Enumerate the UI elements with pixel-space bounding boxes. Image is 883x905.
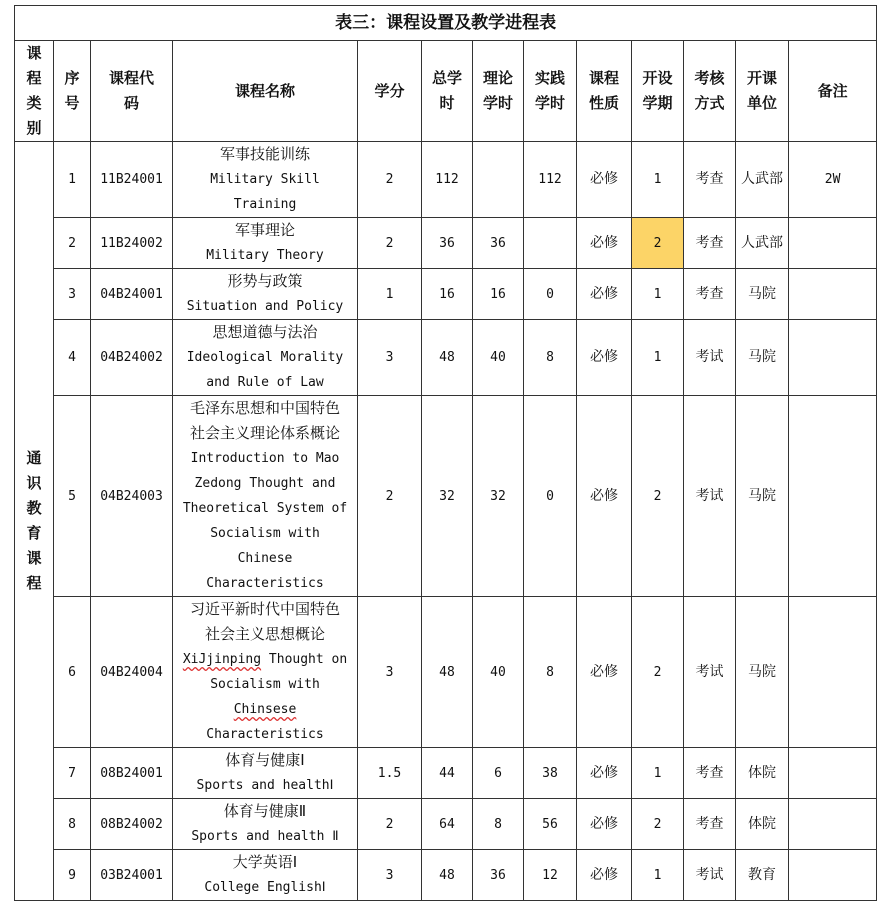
seq-cell: 1 xyxy=(54,142,91,218)
total-hours-cell: 64 xyxy=(422,799,473,850)
credit-cell: 3 xyxy=(358,597,422,748)
assessment-cell: 考试 xyxy=(684,320,736,396)
practice-hours-cell: 0 xyxy=(524,396,577,597)
course-name-cell xyxy=(173,748,358,799)
course-name-line: Military Skill xyxy=(210,172,320,187)
course-name-line: Chinese xyxy=(237,551,293,566)
dept-cell: 人武部 xyxy=(736,218,789,269)
course-name-cell xyxy=(173,320,358,396)
semester-cell: 2 xyxy=(632,799,684,850)
course-table xyxy=(14,5,877,901)
practice-hours-cell: 56 xyxy=(524,799,577,850)
nature-cell: 必修 xyxy=(577,597,632,748)
theory-hours-cell: 40 xyxy=(473,320,524,396)
total-hours-cell: 48 xyxy=(422,597,473,748)
course-name-line: 思想道德与法治 xyxy=(212,323,318,341)
dept-cell: 体院 xyxy=(736,799,789,850)
course-name-line: Ideological Morality xyxy=(186,350,344,365)
semester-cell: 2 xyxy=(632,597,684,748)
code-cell: 04B24002 xyxy=(91,320,173,396)
table-row xyxy=(15,218,877,269)
course-name-line: 毛泽东思想和中国特色 xyxy=(189,399,340,417)
note-cell xyxy=(789,269,877,320)
theory-hours-cell: 36 xyxy=(473,850,524,901)
nature-cell: 必修 xyxy=(577,320,632,396)
course-name-cell xyxy=(173,850,358,901)
practice-hours-cell: 38 xyxy=(524,748,577,799)
course-name-line: Military Theory xyxy=(206,248,324,263)
table-row xyxy=(15,597,877,748)
course-name-line: 社会主义思想概论 xyxy=(204,625,325,643)
course-name-line: Socialism with xyxy=(210,677,320,692)
header-code: 课程代 码 xyxy=(91,41,173,142)
header-name: 课程名称 xyxy=(173,41,358,142)
code-cell: 08B24002 xyxy=(91,799,173,850)
practice-hours-cell: 8 xyxy=(524,320,577,396)
credit-cell: 2 xyxy=(358,218,422,269)
practice-hours-cell: 0 xyxy=(524,269,577,320)
nature-cell: 必修 xyxy=(577,269,632,320)
note-cell xyxy=(789,320,877,396)
code-cell: 04B24003 xyxy=(91,396,173,597)
header-total-hours: 总学 时 xyxy=(422,41,473,142)
theory-hours-cell: 36 xyxy=(473,218,524,269)
note-cell xyxy=(789,748,877,799)
credit-cell: 2 xyxy=(358,396,422,597)
course-name-line: 习近平新时代中国特色 xyxy=(189,600,340,618)
theory-hours-cell: 16 xyxy=(473,269,524,320)
note-cell xyxy=(789,597,877,748)
note-cell xyxy=(789,850,877,901)
credit-cell: 2 xyxy=(358,799,422,850)
header-semester: 开设 学期 xyxy=(632,41,684,142)
credit-cell: 2 xyxy=(358,142,422,218)
total-hours-cell: 32 xyxy=(422,396,473,597)
assessment-cell: 考试 xyxy=(684,396,736,597)
course-name-line: XiJjinping Thought on xyxy=(182,652,348,667)
nature-cell: 必修 xyxy=(577,850,632,901)
theory-hours-cell xyxy=(473,142,524,218)
course-name-line: Training xyxy=(233,197,297,212)
assessment-cell: 考查 xyxy=(684,799,736,850)
header-credit: 学分 xyxy=(358,41,422,142)
seq-cell: 6 xyxy=(54,597,91,748)
dept-cell: 马院 xyxy=(736,320,789,396)
semester-cell: 1 xyxy=(632,850,684,901)
category-cell: 通 识 教 育 课 程 xyxy=(15,142,54,901)
semester-cell: 2 xyxy=(632,218,684,269)
total-hours-cell: 44 xyxy=(422,748,473,799)
code-cell: 08B24001 xyxy=(91,748,173,799)
code-cell: 04B24001 xyxy=(91,269,173,320)
header-dept: 开课 单位 xyxy=(736,41,789,142)
nature-cell: 必修 xyxy=(577,218,632,269)
header-theory-hours: 理论 学时 xyxy=(473,41,524,142)
theory-hours-cell: 8 xyxy=(473,799,524,850)
dept-cell: 体院 xyxy=(736,748,789,799)
semester-cell: 1 xyxy=(632,320,684,396)
course-name-cell xyxy=(173,396,358,597)
practice-hours-cell: 12 xyxy=(524,850,577,901)
course-name-line: Socialism with xyxy=(210,526,320,541)
table-row xyxy=(15,396,877,597)
table-row xyxy=(15,748,877,799)
code-cell: 11B24002 xyxy=(91,218,173,269)
course-name-line: Chinsese xyxy=(233,702,297,717)
header-notes: 备注 xyxy=(789,41,877,142)
theory-hours-cell: 40 xyxy=(473,597,524,748)
nature-cell: 必修 xyxy=(577,748,632,799)
course-name-line: 军事技能训练 xyxy=(219,145,310,163)
assessment-cell: 考查 xyxy=(684,142,736,218)
seq-cell: 4 xyxy=(54,320,91,396)
assessment-cell: 考试 xyxy=(684,597,736,748)
course-name-line: Theoretical System of xyxy=(182,501,348,516)
course-name-line: Introduction to Mao xyxy=(190,451,340,466)
code-cell: 11B24001 xyxy=(91,142,173,218)
course-name-line: Characteristics xyxy=(206,576,324,591)
header-practice-hours: 实践 学时 xyxy=(524,41,577,142)
practice-hours-cell: 8 xyxy=(524,597,577,748)
note-cell xyxy=(789,799,877,850)
seq-cell: 8 xyxy=(54,799,91,850)
practice-hours-cell xyxy=(524,218,577,269)
nature-cell: 必修 xyxy=(577,799,632,850)
course-name-cell xyxy=(173,269,358,320)
dept-cell: 人武部 xyxy=(736,142,789,218)
table-row xyxy=(15,320,877,396)
course-name-line: Situation and Policy xyxy=(186,299,344,314)
course-name-cell xyxy=(173,799,358,850)
semester-cell: 1 xyxy=(632,142,684,218)
course-name-line: 体育与健康Ⅱ xyxy=(223,802,307,820)
dept-cell: 马院 xyxy=(736,396,789,597)
course-name-cell xyxy=(173,142,358,218)
course-name-line: 大学英语Ⅰ xyxy=(232,853,298,871)
semester-cell: 2 xyxy=(632,396,684,597)
assessment-cell: 考查 xyxy=(684,748,736,799)
course-name-line: 形势与政策 xyxy=(227,272,303,290)
header-seq: 序 号 xyxy=(54,41,91,142)
note-cell: 2W xyxy=(789,142,877,218)
assessment-cell: 考查 xyxy=(684,218,736,269)
seq-cell: 2 xyxy=(54,218,91,269)
assessment-cell: 考试 xyxy=(684,850,736,901)
header-category: 课 程 类 别 xyxy=(15,41,54,142)
theory-hours-cell: 32 xyxy=(473,396,524,597)
course-name-line: Zedong Thought and xyxy=(194,476,336,491)
course-name-cell xyxy=(173,597,358,748)
course-name-line: College EnglishⅠ xyxy=(204,880,326,895)
table-row xyxy=(15,142,877,218)
header-assessment: 考核 方式 xyxy=(684,41,736,142)
seq-cell: 3 xyxy=(54,269,91,320)
course-name-line: 体育与健康Ⅰ xyxy=(225,751,305,769)
table-row xyxy=(15,799,877,850)
nature-cell: 必修 xyxy=(577,396,632,597)
table-row xyxy=(15,850,877,901)
header-row xyxy=(15,41,877,142)
total-hours-cell: 16 xyxy=(422,269,473,320)
course-name-line: and Rule of Law xyxy=(206,375,324,390)
practice-hours-cell: 112 xyxy=(524,142,577,218)
assessment-cell: 考查 xyxy=(684,269,736,320)
code-cell: 04B24004 xyxy=(91,597,173,748)
note-cell xyxy=(789,396,877,597)
theory-hours-cell: 6 xyxy=(473,748,524,799)
course-name-line: Sports and health Ⅱ xyxy=(191,829,339,844)
course-name-cell xyxy=(173,218,358,269)
note-cell xyxy=(789,218,877,269)
course-name-line: 社会主义理论体系概论 xyxy=(189,424,340,442)
dept-cell: 马院 xyxy=(736,597,789,748)
total-hours-cell: 48 xyxy=(422,320,473,396)
course-name-line: Characteristics xyxy=(206,727,324,742)
table-row xyxy=(15,269,877,320)
table-body xyxy=(15,142,877,901)
credit-cell: 3 xyxy=(358,850,422,901)
credit-cell: 1.5 xyxy=(358,748,422,799)
dept-cell: 教育 xyxy=(736,850,789,901)
header-nature: 课程 性质 xyxy=(577,41,632,142)
credit-cell: 1 xyxy=(358,269,422,320)
nature-cell: 必修 xyxy=(577,142,632,218)
total-hours-cell: 112 xyxy=(422,142,473,218)
seq-cell: 5 xyxy=(54,396,91,597)
course-name-line: 军事理论 xyxy=(234,221,295,239)
code-cell: 03B24001 xyxy=(91,850,173,901)
semester-cell: 1 xyxy=(632,269,684,320)
seq-cell: 9 xyxy=(54,850,91,901)
course-name-line: Sports and healthⅠ xyxy=(196,778,334,793)
dept-cell: 马院 xyxy=(736,269,789,320)
seq-cell: 7 xyxy=(54,748,91,799)
table-title: 表三：课程设置及教学进程表 xyxy=(15,6,877,41)
total-hours-cell: 48 xyxy=(422,850,473,901)
semester-cell: 1 xyxy=(632,748,684,799)
total-hours-cell: 36 xyxy=(422,218,473,269)
credit-cell: 3 xyxy=(358,320,422,396)
